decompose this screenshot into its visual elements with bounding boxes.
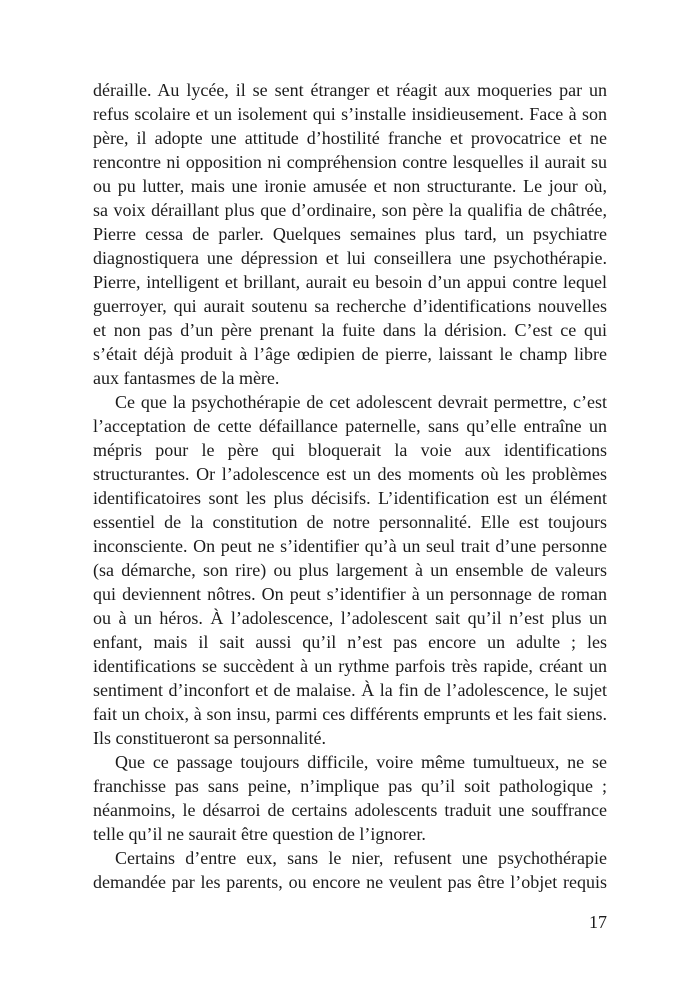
text-line: guerroyer, qui aurait soutenu sa recherche d’identifications nouvelles (93, 296, 607, 316)
text-line: enfant, mais il sait aussi qu’il n’est pas encore un adulte ; les (93, 632, 607, 652)
text-line: déraille. Au lycée, il se sent étranger et réagit aux moqueries par un (93, 80, 607, 100)
text-line: sentiment d’inconfort et de malaise. À la fin de l’adolescence, le sujet (93, 680, 607, 700)
text-line: refus scolaire et un isolement qui s’installe insidieusement. Face à son (93, 104, 607, 124)
text-line: père, il adopte une attitude d’hostilité franche et provocatrice et ne (93, 128, 607, 148)
text-line: ou à un héros. À l’adolescence, l’adolescent sait qu’il n’est plus un (93, 608, 607, 628)
text-line: identificatoires sont les plus décisifs. L’identification est un élément (93, 488, 607, 508)
text-line: diagnostiquera une dépression et lui conseillera une psychothérapie. (93, 248, 607, 268)
text-line: Ce que la psychothérapie de cet adolescent devrait permettre, c’est (115, 392, 607, 412)
text-line: identifications se succèdent à un rythme parfois très rapide, créant un (93, 656, 607, 676)
text-line: rencontre ni opposition ni compréhension contre lesquelles il aurait su (93, 152, 607, 172)
text-line: et non pas d’un père prenant la fuite dans la dérision. C’est ce qui (93, 320, 607, 340)
text-line: fait un choix, à son insu, parmi ces différents emprunts et les fait siens. (93, 704, 607, 724)
text-line: l’acceptation de cette défaillance paternelle, sans qu’elle entraîne un (93, 416, 607, 436)
text-line: franchisse pas sans peine, n’implique pas qu’il soit pathologique ; (93, 776, 607, 796)
page-text (93, 78, 607, 894)
text-line: s’était déjà produit à l’âge œdipien de pierre, laissant le champ libre (93, 344, 607, 364)
text-line: essentiel de la constitution de notre personnalité. Elle est toujours (93, 512, 607, 532)
text-line: sa voix déraillant plus que d’ordinaire, son père la qualifia de châtrée, (93, 200, 607, 220)
text-line: Que ce passage toujours difficile, voire même tumultueux, ne se (115, 752, 607, 772)
text-line: (sa démarche, son rire) ou plus largement à un ensemble de valeurs (93, 560, 607, 580)
text-line: mépris pour le père qui bloquerait la voie aux identifications (93, 440, 607, 460)
text-line: Pierre cessa de parler. Quelques semaines plus tard, un psychiatre (93, 224, 607, 244)
text-line: qui deviennent nôtres. On peut s’identifier à un personnage de roman (93, 584, 607, 604)
text-line: ou pu lutter, mais une ironie amusée et non structurante. Le jour où, (93, 176, 607, 196)
text-line: néanmoins, le désarroi de certains adolescents traduit une souffrance (93, 800, 607, 820)
text-line: aux fantasmes de la mère. (93, 368, 280, 388)
text-line: Pierre, intelligent et brillant, aurait eu besoin d’un appui contre lequel (93, 272, 607, 292)
text-line: Certains d’entre eux, sans le nier, refusent une psychothérapie (115, 848, 607, 868)
text-line: telle qu’il ne saurait être question de l’ignorer. (93, 824, 426, 844)
page-number: 17 (589, 912, 607, 932)
text-line: structurantes. Or l’adolescence est un des moments où les problèmes (93, 464, 607, 484)
text-line: Ils constitueront sa personnalité. (93, 728, 326, 748)
text-line: inconsciente. On peut ne s’identifier qu’à un seul trait d’une personne (93, 536, 607, 556)
text-line: demandée par les parents, ou encore ne veulent pas être l’objet requis (93, 872, 607, 892)
